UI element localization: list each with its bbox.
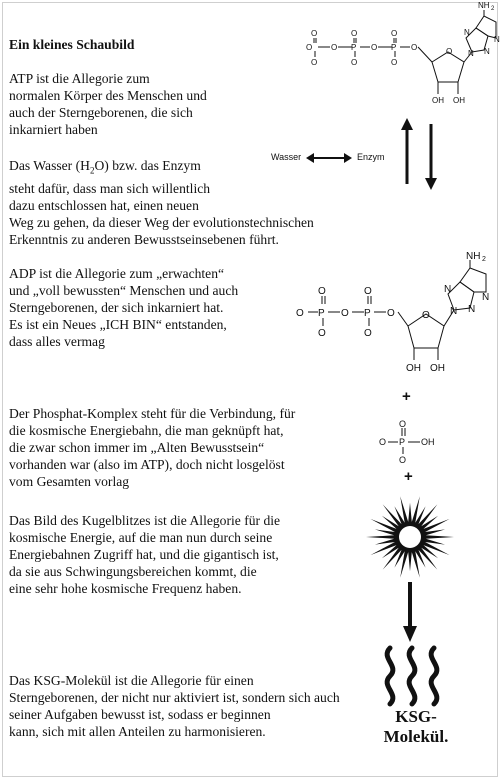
svg-text:N: N bbox=[494, 35, 500, 44]
enzym-label: Enzym bbox=[357, 152, 385, 162]
svg-text:P: P bbox=[391, 43, 397, 52]
reversible-arrows bbox=[395, 118, 445, 190]
svg-text:P: P bbox=[399, 437, 406, 447]
svg-text:O: O bbox=[331, 43, 338, 52]
svg-text:N: N bbox=[482, 292, 490, 303]
svg-text:OH: OH bbox=[430, 363, 445, 374]
svg-text:O: O bbox=[364, 328, 372, 339]
svg-text:OH: OH bbox=[453, 96, 465, 105]
svg-text:OH: OH bbox=[432, 96, 444, 105]
svg-text:O: O bbox=[446, 47, 453, 56]
svg-text:P: P bbox=[318, 308, 325, 319]
atp-molecule bbox=[298, 2, 498, 114]
down-arrow bbox=[401, 582, 419, 642]
svg-text:O: O bbox=[364, 286, 372, 297]
ksg-molecule-label: KSG- Molekül. bbox=[383, 707, 449, 746]
svg-text:N: N bbox=[484, 47, 490, 56]
svg-text:2: 2 bbox=[482, 256, 486, 263]
svg-text:O: O bbox=[341, 308, 349, 319]
svg-text:O: O bbox=[296, 308, 304, 319]
svg-text:O: O bbox=[399, 455, 407, 465]
wasser-label: Wasser bbox=[271, 152, 302, 162]
svg-text:O: O bbox=[379, 437, 387, 447]
ball-lightning-starburst bbox=[360, 492, 460, 582]
plus-sign-1: + bbox=[402, 388, 411, 405]
svg-text:N: N bbox=[444, 284, 452, 295]
phosphate-paragraph: Der Phosphat-Komplex steht für die Verbindung, für die kosmische Energiebahn, die man geknüpft hat, die zwar schon immer im „Alten Bewusstsein“ vorhanden war (also im ATP), doch nicht losgelöst vom Gesamten vorlag bbox=[9, 406, 296, 489]
page-title: Ein kleines Schaubild bbox=[9, 37, 135, 52]
ksg-molecule-waves bbox=[376, 644, 448, 708]
adp-molecule bbox=[294, 250, 498, 380]
wasser-enzym-arrow bbox=[306, 152, 352, 164]
svg-text:NH: NH bbox=[466, 251, 481, 262]
adp-paragraph: ADP ist die Allegorie zum „erwachten“ und „voll bewussten“ Menschen und auch Sterngeborenen, der sich inkarniert hat. Es ist ein Neues „ICH BIN“ entstanden, dass alles vermag bbox=[9, 266, 239, 349]
svg-text:OH: OH bbox=[421, 437, 435, 447]
svg-text:O: O bbox=[391, 29, 398, 38]
svg-text:O: O bbox=[311, 58, 318, 67]
svg-text:O: O bbox=[306, 43, 313, 52]
svg-text:O: O bbox=[387, 308, 395, 319]
svg-text:O: O bbox=[422, 310, 430, 321]
starburst-core bbox=[399, 526, 421, 548]
phosphate-molecule bbox=[378, 420, 448, 466]
svg-text:O: O bbox=[311, 29, 318, 38]
water-paragraph: Das Wasser $(H_2O)$ bzw. das Enzym steht dafür, dass man sich willentlich dazu entschlossen hat, einen neuen Weg zu gehen, da dieser Weg der evolutionstechnischen Erkenntnis zu anderen Bewusstseinsebenen führt. bbox=[9, 158, 314, 247]
svg-text:O: O bbox=[391, 58, 398, 67]
svg-text:2: 2 bbox=[491, 6, 495, 12]
svg-text:N: N bbox=[450, 306, 458, 317]
svg-text:O: O bbox=[411, 43, 418, 52]
svg-text:O: O bbox=[351, 58, 358, 67]
svg-text:O: O bbox=[371, 43, 378, 52]
plus-sign-2: + bbox=[404, 468, 413, 485]
ksg-paragraph: Das KSG-Molekül ist die Allegorie für einen Sterngeborenen, der nicht nur aktiviert ist, sondern sich auch seiner Aufgaben bewusst ist, sodass er beginnen kann, sich mit allen Anteilen zu harmonisieren. bbox=[9, 673, 340, 739]
svg-text:NH: NH bbox=[478, 1, 490, 10]
svg-text:O: O bbox=[399, 419, 407, 429]
svg-text:N: N bbox=[468, 49, 474, 58]
svg-text:P: P bbox=[351, 43, 357, 52]
lightning-paragraph: Das Bild des Kugelblitzes ist die Allegorie für die kosmische Energie, auf die man nun durch seine Energiebahnen Zugriff hat, und die gigantisch ist, da sie aus Schwingungsbereichen kommt, die eine sehr hohe kosmische Frequenz haben. bbox=[9, 513, 281, 596]
svg-text:O: O bbox=[318, 328, 326, 339]
svg-text:OH: OH bbox=[406, 363, 421, 374]
atp-paragraph: ATP ist die Allegorie zum normalen Körper des Menschen und auch der Sterngeborenen, die sich inkarniert haben bbox=[9, 71, 207, 137]
svg-text:N: N bbox=[468, 304, 476, 315]
svg-text:O: O bbox=[318, 286, 326, 297]
svg-text:O: O bbox=[351, 29, 358, 38]
svg-text:P: P bbox=[364, 308, 371, 319]
svg-text:N: N bbox=[464, 28, 470, 37]
